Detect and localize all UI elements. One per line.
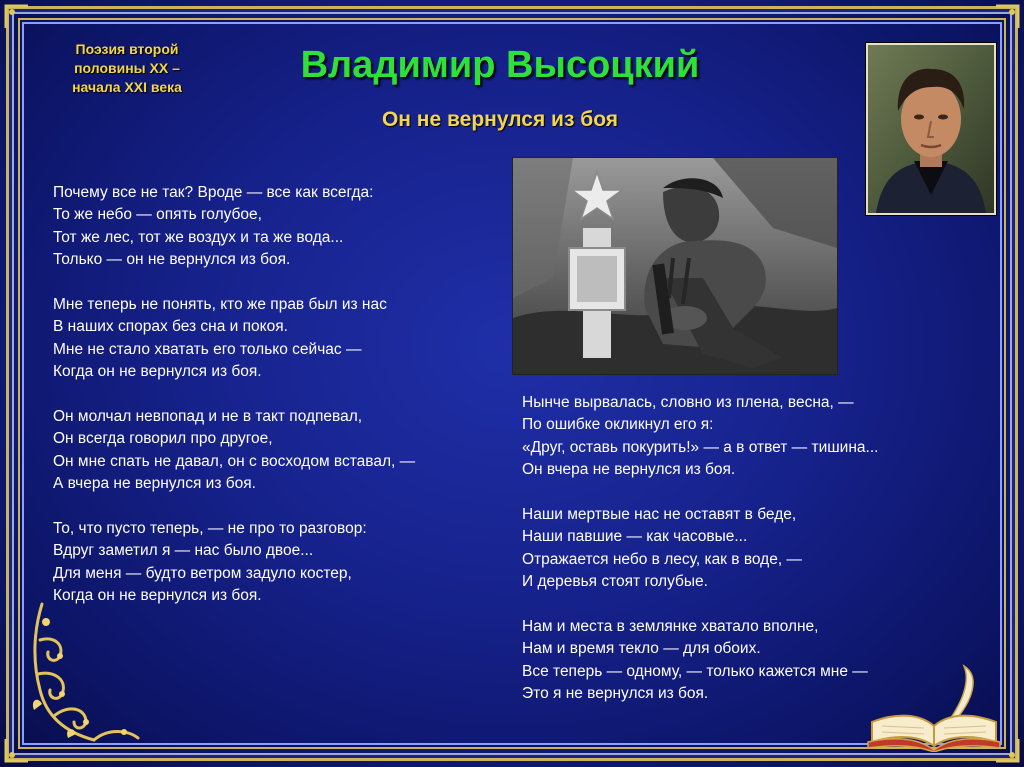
poem-stanza: [522, 616, 878, 706]
poem-stanza: [53, 518, 415, 608]
poem-line: А вчера не вернулся из боя.: [53, 475, 256, 493]
section-label-line: начала XXI века: [72, 79, 182, 95]
poem-stanza: [53, 294, 415, 384]
poem-line: Когда он не вернулся из боя.: [53, 363, 262, 381]
poem-line: Только — он не вернулся из боя.: [53, 251, 291, 269]
poem-line: Он вчера не вернулся из боя.: [522, 461, 736, 479]
poem-line: Отражается небо в лесу, как в воде, —: [522, 550, 802, 568]
poem-line: Это я не вернулся из боя.: [522, 685, 709, 703]
section-label-line: половины XX –: [74, 60, 180, 76]
poem-right-column: [522, 392, 878, 728]
poem-line: То же небо — опять голубое,: [53, 206, 262, 224]
poem-stanza: [522, 504, 878, 594]
poem-line: Наши павшие — как часовые...: [522, 528, 748, 546]
poem-line: Почему все не так? Вроде — все как всегда:: [53, 184, 374, 201]
open-book-quill-icon: [864, 662, 1004, 752]
poem-line: Наши мертвые нас не оставят в беде,: [522, 506, 797, 524]
poem-line: В наших спорах без сна и покоя.: [53, 318, 288, 336]
poem-stanza: [53, 182, 415, 272]
poem-line: По ошибке окликнул его я:: [522, 416, 714, 434]
poem-left-column: [53, 182, 415, 630]
poem-stanza: [522, 392, 878, 482]
poem-title: Он не вернулся из боя: [381, 108, 619, 131]
poem-line: Он всегда говорил про другое,: [53, 430, 273, 448]
soldier-grave-photo: [512, 157, 838, 375]
poem-line: Для меня — будто ветром задуло костер,: [53, 564, 352, 582]
poem-line: Когда он не вернулся из боя.: [53, 587, 262, 605]
portrait-photo: [866, 43, 996, 215]
poem-line: Нам и время текло — для обоих.: [522, 640, 761, 658]
page-title: Владимир Высоцкий: [300, 44, 700, 86]
poem-line: Все теперь — одному, — только кажется мне —: [522, 662, 868, 680]
poem-stanza: [53, 406, 415, 496]
poem-line: Нынче вырвалась, словно из плена, весна, —: [522, 394, 854, 411]
poem-line: Он мне спать не давал, он с восходом вставал, —: [53, 452, 416, 470]
gold-floral-ornament-icon: [24, 600, 144, 745]
corner-ornament-icon: [4, 4, 30, 30]
poem-line: Он молчал невпопад и не в такт подпевал,: [53, 408, 363, 426]
section-label-line: Поэзия второй: [75, 41, 179, 57]
poem-line: Вдруг заметил я — нас было двое...: [53, 542, 314, 560]
poem-line: Мне теперь не понять, кто же прав был из нас: [53, 296, 387, 314]
poem-line: И деревья стоят голубые.: [522, 573, 708, 591]
corner-ornament-icon: [994, 4, 1020, 30]
poem-line: Тот же лес, тот же воздух и та же вода...: [53, 228, 344, 246]
poem-line: «Друг, оставь покурить!» — а в ответ — тишина...: [522, 438, 879, 456]
poem-line: Нам и места в землянке хватало вполне,: [522, 618, 819, 636]
section-label: [52, 40, 202, 97]
poem-line: Мне не стало хватать его только сейчас —: [53, 340, 362, 358]
poem-line: То, что пусто теперь, — не про то разговор:: [53, 520, 367, 538]
